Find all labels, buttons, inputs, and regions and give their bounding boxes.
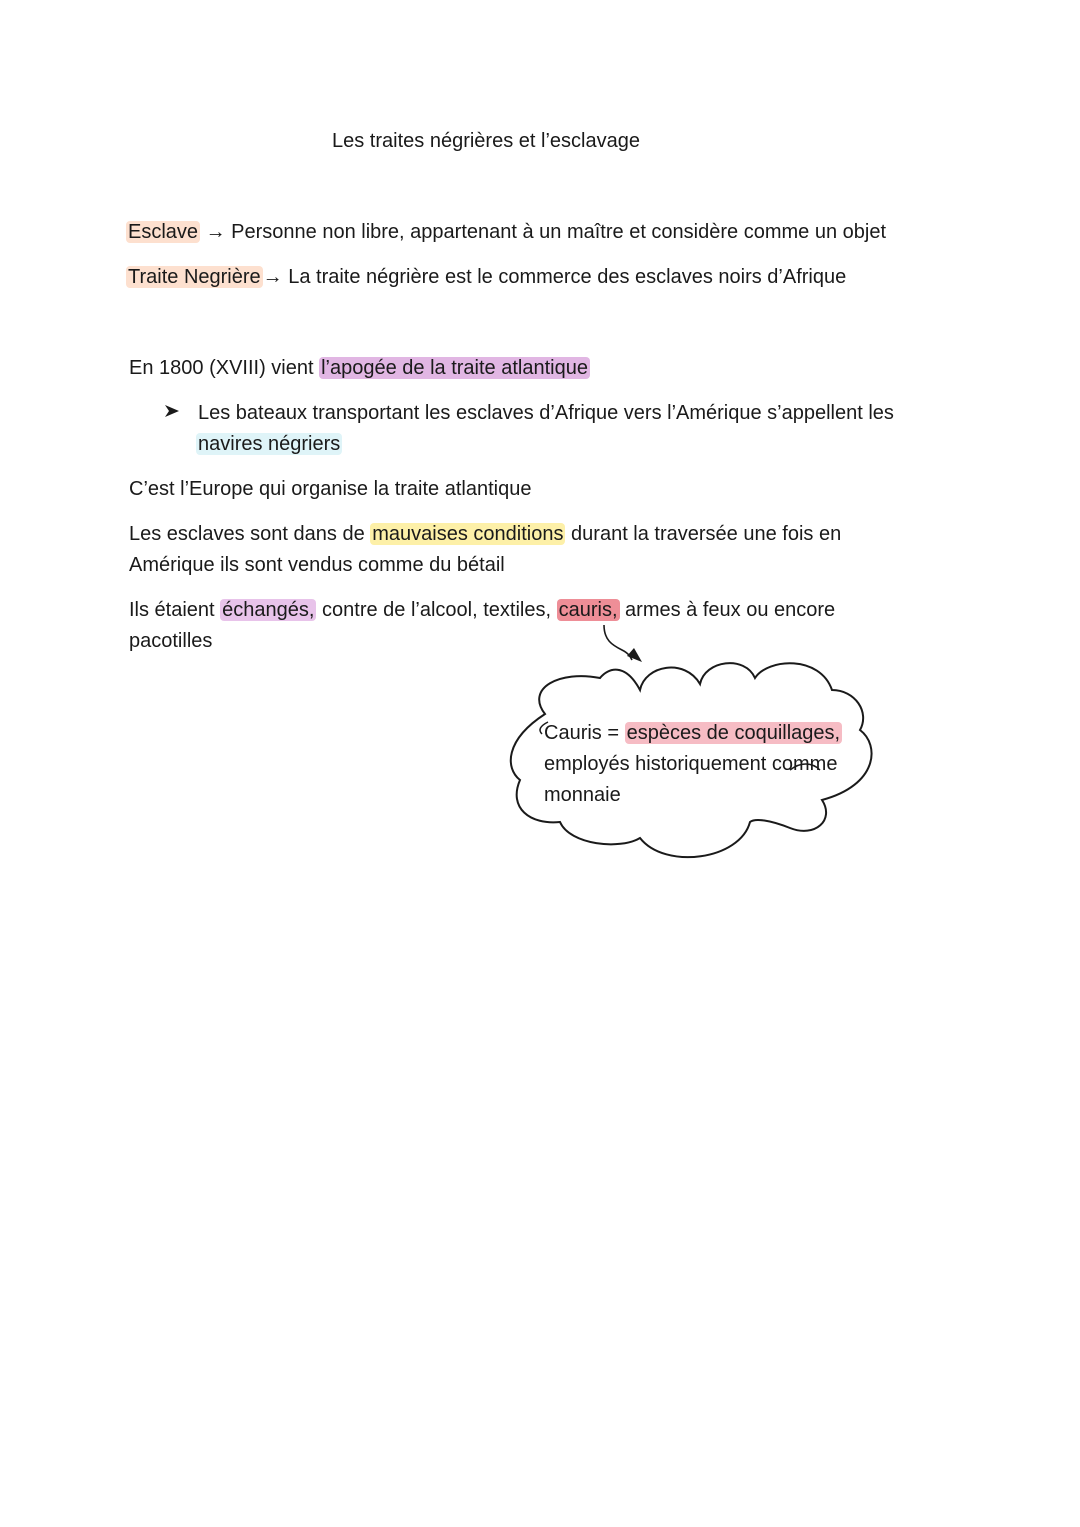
exchange-suffix: armes à feux ou encore — [619, 599, 836, 621]
page-title: Les traites négrières et l’esclavage — [332, 130, 640, 152]
bullet-text: Les bateaux transportant les esclaves d’Afrique vers l’Amérique s’appellent les — [198, 402, 894, 424]
navires-negriers-highlight: navires négriers — [198, 433, 341, 455]
europe-sentence: C’est l’Europe qui organise la traite atlantique — [129, 478, 532, 500]
cloud-line-1 — [544, 718, 842, 749]
coquillages-highlight: espèces de coquillages, — [626, 722, 841, 744]
conditions-suffix: durant la traversée une fois en — [565, 523, 842, 545]
definition-text: La traite négrière est le commerce des esclaves noirs d’Afrique — [288, 266, 847, 288]
term-traite-negriere: Traite Negrière — [128, 266, 261, 288]
cauris-term: Cauris — [544, 722, 602, 744]
conditions-prefix: Les esclaves sont dans de — [129, 523, 371, 545]
connector-line — [604, 625, 632, 660]
term-esclave: Esclave — [128, 221, 199, 243]
arrow-separator: → — [200, 221, 232, 243]
apogee-prefix: En 1800 (XVIII) vient — [129, 357, 320, 379]
cloud-line-2: employés historiquement comme — [544, 753, 838, 775]
conditions-line-2: Amérique ils sont vendus comme du bétail — [129, 554, 505, 576]
cauris-highlight: cauris, — [558, 599, 618, 621]
exchange-prefix: Ils étaient — [129, 599, 221, 621]
arrowhead-icon — [627, 648, 642, 662]
arrow-separator: → — [262, 266, 289, 288]
conditions-highlight: mauvaises conditions — [372, 523, 564, 545]
echanges-highlight: échangés, — [222, 599, 315, 621]
exchange-middle: contre de l’alcool, textiles, — [316, 599, 557, 621]
cloud-line-3: monnaie — [544, 784, 621, 806]
equals-sign: = — [601, 722, 625, 744]
definition-text: Personne non libre, appartenant à un maître et considère comme un objet — [231, 221, 886, 243]
apogee-highlight: l’apogée de la traite atlantique — [321, 357, 588, 379]
cloud-content — [544, 718, 842, 811]
exchange-line-2: pacotilles — [129, 630, 213, 652]
